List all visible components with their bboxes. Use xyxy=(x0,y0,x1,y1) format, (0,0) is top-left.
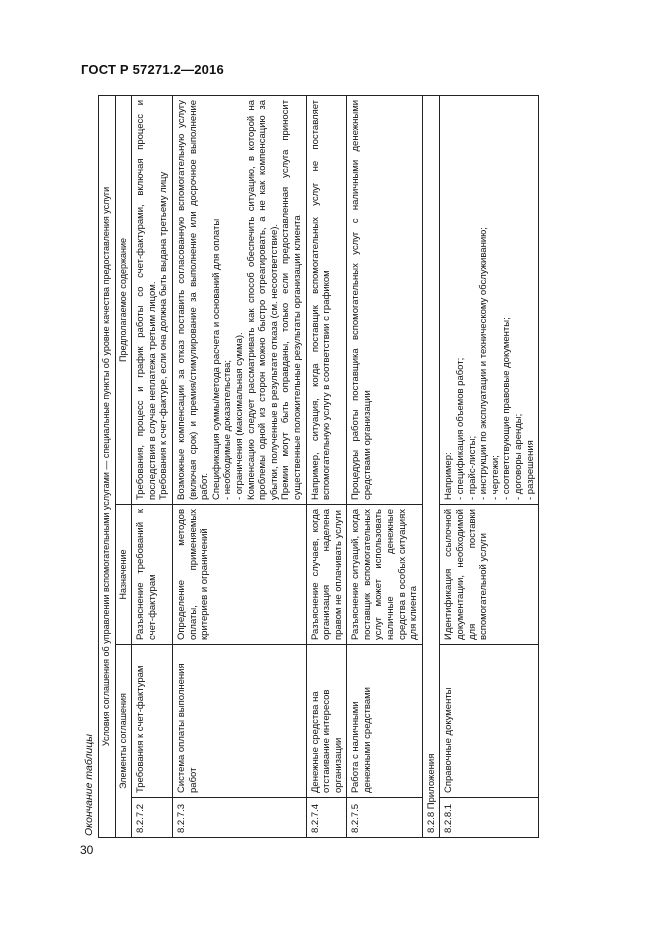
content-line: - договоры аренды; xyxy=(513,413,524,500)
table-row xyxy=(132,95,173,837)
content-line: - спецификация объемов работ; xyxy=(455,357,467,500)
row-number: 8.2.7.4 xyxy=(306,798,347,838)
row-purpose: Определение методов оплаты, применяемых критериев и ограничений xyxy=(172,505,306,645)
content-line: - ограничения (максимальная сумма). xyxy=(233,332,245,500)
row-purpose: Разъяснение требований к счет-фактурам xyxy=(132,505,173,645)
row-number: 8.2.8.1 xyxy=(440,798,539,838)
rotated-table-area xyxy=(83,96,569,838)
row-element: Система оплаты выполнения работ xyxy=(172,645,306,798)
row-content xyxy=(440,95,539,504)
header-purpose: Назначение xyxy=(115,505,132,645)
row-element: Требования к счет-фактурам xyxy=(132,645,173,798)
table-title-row xyxy=(99,95,116,837)
content-line: - необходимые доказательства; xyxy=(222,359,234,500)
row-element: Денежные средства на отстаивание интересов организации xyxy=(306,645,347,798)
table-row xyxy=(440,95,539,837)
row-number: 8.2.7.2 xyxy=(132,798,173,838)
row-purpose: Идентификация ссылочной документации, необходимой для поставки вспомогательной услуги xyxy=(440,505,539,645)
header-elements: Элементы соглашения xyxy=(115,645,132,838)
content-line: Премии могут быть оправданы, только если предоставленная услуга приносит существенные положительные результаты организации клиента xyxy=(280,99,303,500)
row-content xyxy=(132,95,173,504)
row-purpose: Разъяснение случаев, когда организация наделена правом не оплачивать услуги xyxy=(306,505,347,645)
table-row xyxy=(172,95,306,837)
content-line: Возможные компенсации за отказ поставить согласованную вспомогательную услугу (включая срок) и премия/стимулирование за выполнение или досрочное выполнение работ. xyxy=(175,99,211,500)
row-content xyxy=(172,95,306,504)
agreement-table xyxy=(98,95,539,838)
content-line: Требования к счет-фактуре, если она должна быть выдана третьему лицу xyxy=(158,171,170,500)
table-caption: Окончание таблицы xyxy=(83,733,95,836)
row-content xyxy=(306,95,347,504)
header-content: Предполагаемое содержание xyxy=(115,95,132,504)
content-line: - соответствующие правовые документы; xyxy=(501,317,513,500)
row-number: 8.2.7.3 xyxy=(172,798,306,838)
content-line: - разрешения xyxy=(524,440,536,500)
row-number: 8.2.7.5 xyxy=(347,798,423,838)
content-line: - инструкции по эксплуатации и техническому обслуживанию; xyxy=(478,227,490,500)
content-line: - чертежи; xyxy=(489,455,501,500)
row-element: Работа с наличными денежными средствами xyxy=(347,645,423,798)
content-line: Требования, процесс и график работы со счет-фактурами, включая процесс и последствия в случае неплатежа третьим лицом. xyxy=(135,99,158,500)
table-header-row xyxy=(115,95,132,837)
row-content xyxy=(347,95,423,504)
table-title: Условия соглашения об управлении вспомогательными услугами — специальные пункты об уровне качества предоставления услуги xyxy=(99,95,116,837)
content-line: Процедуры работы поставщика вспомогательных услуг с наличными денежными средствами организации xyxy=(350,99,373,500)
content-line: Например: xyxy=(443,452,455,500)
content-line: Спецификация суммы/метода расчета и оснований для оплаты xyxy=(210,218,222,500)
row-element: Справочные документы xyxy=(440,645,539,798)
section-row xyxy=(422,95,440,837)
table-row xyxy=(347,95,423,837)
row-purpose: Разъяснение ситуаций, когда поставщик вспомогательных услуг может использовать наличные денежные средства в особых ситуациях для клиента xyxy=(347,505,423,645)
standard-header: ГОСТ Р 57271.2—2016 xyxy=(81,62,224,77)
section-heading: 8.2.8 Приложения xyxy=(422,95,440,837)
table-row xyxy=(306,95,347,837)
content-line: - прайс-листы; xyxy=(466,435,478,500)
content-line: Например, ситуация, когда поставщик вспомогательных услуг не поставляет вспомогательную услугу в соответствии с графиком xyxy=(309,99,333,500)
content-line: Компенсацию следует рассматривать как способ обеспечить ситуацию, в которой на проблемы одной из сторон можно быстро отреагировать, а не как компенсацию за убытки, полученные в результате отказа (см. несоответствие). xyxy=(245,99,280,500)
page-number: 30 xyxy=(80,843,94,857)
